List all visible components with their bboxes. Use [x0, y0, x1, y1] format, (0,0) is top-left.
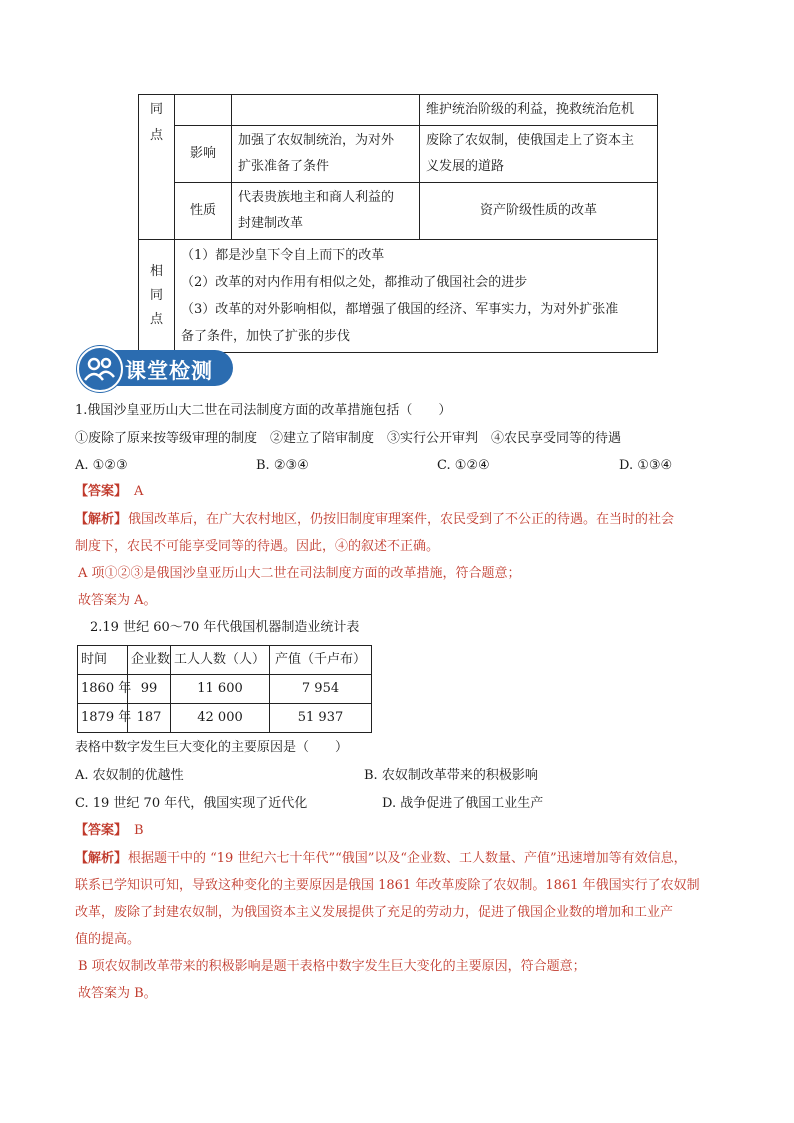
cell-line: 封建制改革: [238, 216, 304, 231]
table-cell: 51 937: [270, 704, 372, 733]
q1-statements: ①废除了原来按等级审理的制度 ②建立了陪审制度 ③实行公开审判 ④农民享受同等的待遇: [75, 431, 622, 446]
cell-line: 扩张准备了条件: [238, 159, 330, 174]
q2-analysis-line: 改革，废除了封建农奴制，为俄国资本主义发展提供了充足的劳动力，促进了俄国企业数的增加和工业产: [75, 905, 674, 920]
cell-line: 义发展的道路: [426, 159, 505, 174]
table-row: [78, 704, 372, 733]
q1-stem: 1.俄国沙皇亚历山大二世在司法制度方面的改革措施包括（ ）: [75, 403, 452, 418]
q2-analysis-line: 根据题干中的 “19 世纪六七十年代”“俄国”以及“企业数、工人数量、产值”迅速增加等有效信息，: [128, 851, 687, 866]
table-row: [139, 126, 658, 183]
q2-answer-label: 【答案】: [75, 823, 128, 838]
q2-data-table: [77, 645, 372, 733]
comparison-table: [138, 94, 658, 353]
cell-line: 加强了农奴制统治，为对外: [238, 133, 395, 148]
q2-option-d: D. 战争促进了俄国工业生产: [382, 796, 544, 811]
column-header: 企业数: [128, 646, 171, 675]
table-cell: 42 000: [171, 704, 270, 733]
table-row: [139, 240, 658, 353]
q2-answer: B: [134, 823, 144, 838]
table-cell: [232, 126, 420, 183]
cell-line: 废除了农奴制，使俄国走上了资本主: [426, 133, 635, 148]
q1-answer-label: 【答案】: [75, 484, 128, 499]
table-cell: 1879 年: [78, 704, 128, 733]
table-cell: [232, 183, 420, 240]
q1-conclusion: A 项①②③是俄国沙皇亚历山大二世在司法制度方面的改革措施，符合题意；: [78, 566, 521, 581]
q1-analysis-label: 【解析】: [75, 512, 128, 527]
column-header: 时间: [78, 646, 128, 675]
people-icon: [77, 346, 123, 392]
cell-line: 代表贵族地主和商人利益的: [238, 190, 395, 205]
cell-line: 备了条件，加快了扩张的步伐: [181, 329, 351, 344]
section-title: 课堂检测: [125, 359, 213, 383]
table-cell: 1860 年: [78, 675, 128, 704]
table-row: [139, 183, 658, 240]
q1-conclusion: 故答案为 A。: [78, 593, 157, 608]
table-cell: [175, 240, 658, 353]
table-cell: [232, 95, 420, 126]
section-header: [77, 346, 237, 390]
q1-analysis-line: 制度下，农民不可能享受同等的待遇。因此，④的叙述不正确。: [75, 539, 440, 554]
q1-option-b: B. ②③④: [256, 458, 309, 473]
cell-line: （2）改革的对内作用有相似之处，都推动了俄国社会的进步: [181, 275, 528, 290]
q2-analysis-line: 联系已学知识可知，导致这种变化的主要原因是俄国 1861 年改革废除了农奴制。1861 年俄国实行了农奴制: [75, 878, 700, 893]
table-cell: 7 954: [270, 675, 372, 704]
table-row: [78, 675, 372, 704]
q2-analysis-line: 值的提高。: [75, 932, 141, 947]
table-cell: 99: [128, 675, 171, 704]
q2-option-a: A. 农奴制的优越性: [75, 768, 184, 783]
table-cell: 资产阶级性质的改革: [420, 183, 658, 240]
q2-option-b: B. 农奴制改革带来的积极影响: [364, 768, 538, 783]
q2-conclusion: 故答案为 B。: [78, 986, 157, 1001]
table-cell: 维护统治阶级的利益，挽救统治危机: [420, 95, 658, 126]
q2-analysis-label: 【解析】: [75, 851, 128, 866]
table-header-row: [78, 646, 372, 675]
same-points-label: 相 同 点: [139, 240, 175, 353]
cell-line: （3）改革的对外影响相似，都增强了俄国的经济、军事实力，为对外扩张准: [181, 302, 619, 317]
q1-option-c: C. ①②④: [437, 458, 490, 473]
table-row: [139, 95, 658, 126]
cell-line: （1）都是沙皇下令自上而下的改革: [181, 248, 385, 263]
q1-answer: A: [134, 484, 144, 499]
different-points-label: 同 点: [139, 95, 175, 240]
table-cell: [175, 95, 232, 126]
table-cell: [420, 126, 658, 183]
nature-label: 性质: [175, 183, 232, 240]
column-header: 工人人数（人）: [171, 646, 270, 675]
q2-stem: 表格中数字发生巨大变化的主要原因是（ ）: [75, 740, 349, 755]
column-header: 产值（千卢布）: [270, 646, 372, 675]
q2-caption: 2.19 世纪 60～70 年代俄国机器制造业统计表: [90, 620, 360, 635]
table-cell: 11 600: [171, 675, 270, 704]
q1-option-a: A. ①②③: [75, 458, 128, 473]
q2-conclusion: B 项农奴制改革带来的积极影响是题干表格中数字发生巨大变化的主要原因，符合题意；: [78, 959, 586, 974]
table-cell: 187: [128, 704, 171, 733]
q1-option-d: D. ①③④: [619, 458, 673, 473]
q1-analysis-line: 俄国改革后，在广大农村地区，仍按旧制度审理案件，农民受到了不公正的待遇。在当时的社会: [128, 512, 675, 527]
impact-label: 影响: [175, 126, 232, 183]
q2-option-c: C. 19 世纪 70 年代，俄国实现了近代化: [75, 796, 308, 811]
